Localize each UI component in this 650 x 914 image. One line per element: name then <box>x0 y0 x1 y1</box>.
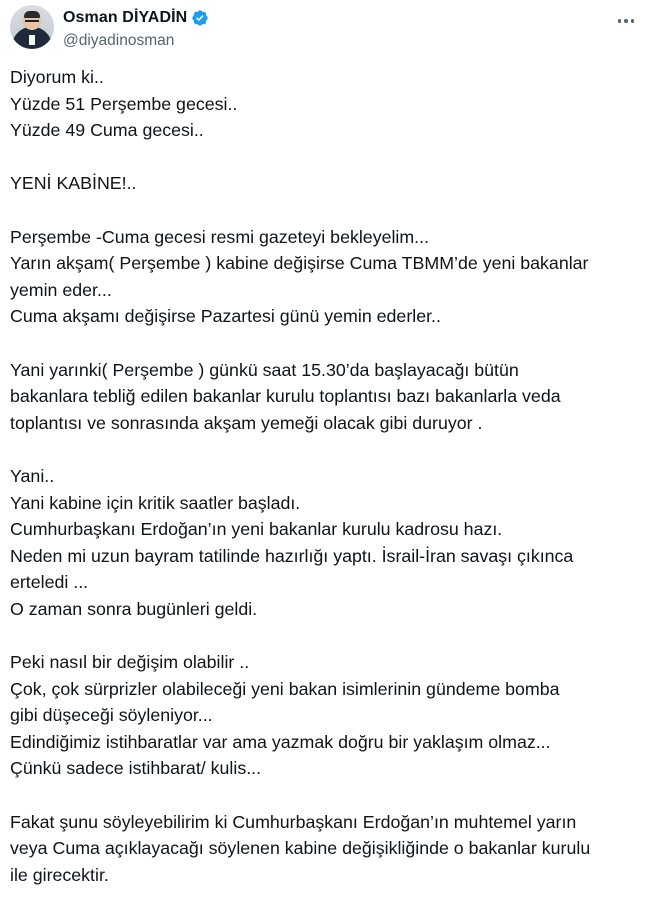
tweet-paragraph <box>10 224 645 330</box>
tweet-line: O zaman sonra bugünleri geldi. <box>10 598 258 619</box>
tweet-line: Yarın akşam( Perşembe ) kabine değişirse Cuma TBMM’de yeni bakanlar <box>10 253 589 274</box>
tweet-line: Diyorum ki.. <box>10 67 104 87</box>
verified-badge-icon <box>191 9 209 27</box>
more-dot <box>618 19 622 23</box>
tweet-line: Çünkü sadece istihbarat/ kulis... <box>10 758 262 779</box>
tweet-paragraph <box>10 170 645 197</box>
avatar[interactable] <box>10 5 54 49</box>
tweet-line: Yüzde 49 Cuma gecesi.. <box>10 120 204 141</box>
tweet-line: Yani.. <box>10 465 55 486</box>
tweet-line: toplantısı ve sonrasında akşam yemeği olacak gibi duruyor . <box>10 412 483 433</box>
tweet-line: Yüzde 51 Perşembe gecesi.. <box>10 93 238 114</box>
more-options-icon[interactable] <box>614 11 638 31</box>
tweet-paragraph <box>10 64 645 144</box>
tweet-header <box>10 5 640 51</box>
tweet-paragraph <box>10 357 645 437</box>
author-handle[interactable]: @diyadinosman <box>63 32 175 49</box>
tweet-line: Peki nasıl bir değişim olabilir .. <box>10 652 250 673</box>
avatar-hair <box>24 11 40 18</box>
tweet-line: Perşembe -Cuma gecesi resmi gazeteyi bekleyelim... <box>10 226 430 247</box>
author-name-row <box>63 9 209 27</box>
tweet-line: Fakat şunu söyleyebilirim ki Cumhurbaşkanı Erdoğan’ın muhtemel yarın <box>10 811 577 832</box>
tweet-line: Neden mi uzun bayram tatilinde hazırlığı yaptı. İsrail-İran savaşı çıkınca <box>10 545 574 566</box>
tweet-text <box>10 64 645 888</box>
tweet-line: erteledi ... <box>10 572 89 593</box>
tweet-line: gibi düşeceği söyleniyor... <box>10 705 213 726</box>
tweet-line: Yani kabine için kritik saatler başladı. <box>10 492 301 513</box>
tweet-line: Yani yarınki( Perşembe ) günkü saat 15.30’da başlayacağı bütün <box>10 359 519 380</box>
tweet-line: YENİ KABİNE!.. <box>10 173 137 194</box>
more-dot <box>631 19 635 23</box>
tweet-line: Cuma akşamı değişirse Pazartesi günü yemin ederler.. <box>10 306 441 327</box>
tweet-line: veya Cuma açıklayacağı söylenen kabine değişikliğinde o bakanlar kurulu <box>10 838 591 859</box>
tweet-paragraph <box>10 649 645 782</box>
more-dot <box>624 19 628 23</box>
tweet-line: Cumhurbaşkanı Erdoğan’ın yeni bakanlar kurulu kadrosu hazı. <box>10 519 503 540</box>
author-display-name[interactable]: Osman DİYADİN <box>63 9 188 26</box>
tweet-line: ile girecektir. <box>10 864 109 885</box>
tweet-paragraph <box>10 809 645 889</box>
tweet-line: yemin eder... <box>10 279 112 300</box>
avatar-glasses <box>25 20 39 23</box>
tweet-line: bakanlara tebliğ edilen bakanlar kurulu toplantısı bazı bakanlarla veda <box>10 386 561 407</box>
tweet-line: Edindiğimiz istihbaratlar var ama yazmak doğru bir yaklaşım olmaz... <box>10 731 551 752</box>
tweet-line: Çok, çok sürprizler olabileceği yeni bakan isimlerinin gündeme bomba <box>10 678 560 699</box>
avatar-collar <box>29 35 35 45</box>
tweet-paragraph <box>10 463 645 623</box>
